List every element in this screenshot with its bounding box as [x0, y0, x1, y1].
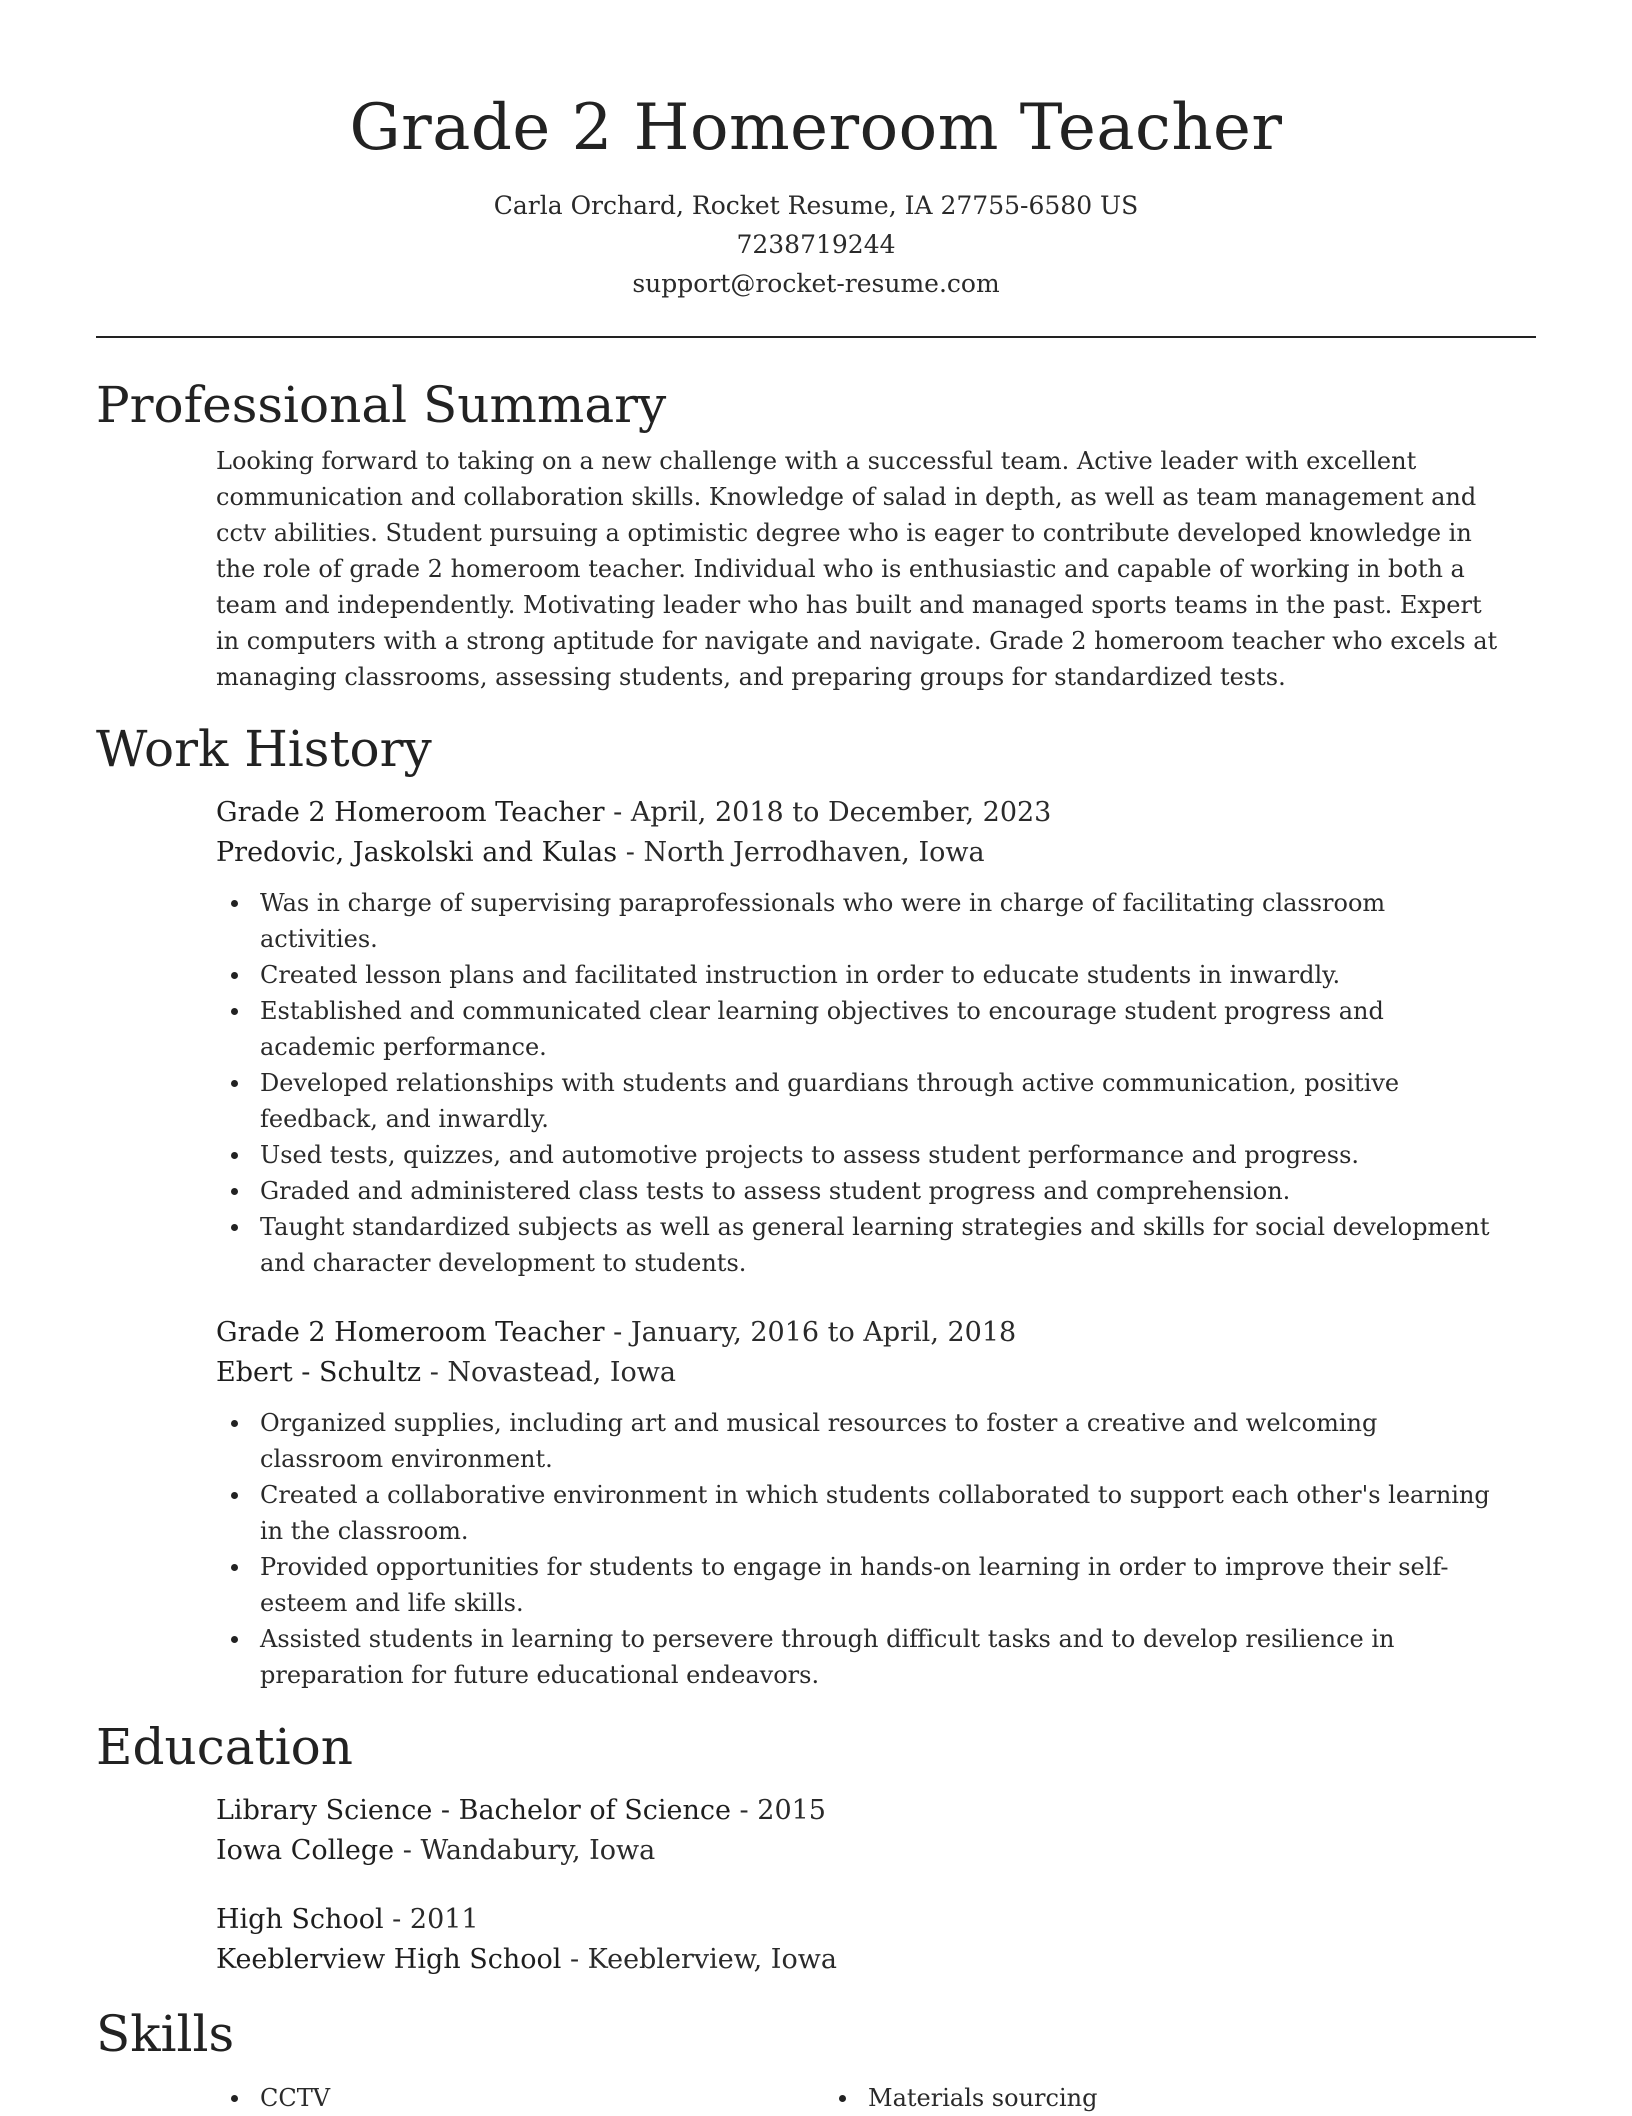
- contact-phone: 7238719244: [736, 230, 896, 259]
- job-entry: [216, 793, 1506, 1281]
- header-divider: [96, 336, 1536, 338]
- education-degree-line: [216, 1791, 1506, 1831]
- education-year: 2011: [409, 1904, 479, 1935]
- job-bullet: Used tests, quizzes, and automotive projects to assess student performance and progress.: [260, 1137, 1506, 1173]
- job-separator: -: [421, 1357, 448, 1388]
- education-section: [96, 1715, 1536, 1980]
- education-separator: -: [730, 1795, 758, 1826]
- resume-title: Grade 2 Homeroom Teacher: [349, 91, 1283, 165]
- job-separator: -: [604, 1317, 631, 1348]
- education-school-line: [216, 1940, 1506, 1980]
- job-role: Grade 2 Homeroom Teacher: [216, 797, 605, 828]
- job-company: Predovic, Jaskolski and Kulas: [216, 837, 618, 868]
- job-company-line: [216, 833, 1506, 873]
- job-separator: -: [617, 837, 644, 868]
- job-bullet-list: [216, 885, 1506, 1281]
- contact-email: support@rocket-resume.com: [632, 269, 1000, 298]
- education-school: Iowa College: [216, 1835, 395, 1866]
- job-bullet: Graded and administered class tests to assess student progress and comprehension.: [260, 1173, 1506, 1209]
- job-location: Novastead, Iowa: [447, 1357, 677, 1388]
- job-bullet: Developed relationships with students and guardians through active communication, positive feedback, and inwardly.: [260, 1065, 1506, 1137]
- job-title-line: [216, 793, 1506, 833]
- skills-column-right: [868, 2080, 1476, 2116]
- job-company: Ebert - Schultz: [216, 1357, 422, 1388]
- education-separator: -: [394, 1835, 421, 1866]
- job-entry: [216, 1313, 1506, 1693]
- job-bullet: Established and communicated clear learning objectives to encourage student progress and academic performance.: [260, 993, 1506, 1065]
- job-location: North Jerrodhaven, Iowa: [643, 837, 985, 868]
- section-title-summary: Professional Summary: [96, 376, 667, 434]
- job-dates: April, 2018 to December, 2023: [630, 797, 1052, 828]
- job-role: Grade 2 Homeroom Teacher: [216, 1317, 605, 1348]
- skill-item: Materials sourcing: [868, 2080, 1476, 2116]
- job-bullet-list: [216, 1405, 1506, 1693]
- resume-page: [96, 0, 1536, 2116]
- job-bullet: Assisted students in learning to persevere through difficult tasks and to develop resilience in preparation for future educational endeavors.: [260, 1621, 1506, 1693]
- education-degree: Library Science - Bachelor of Science: [216, 1795, 731, 1826]
- job-dates: January, 2016 to April, 2018: [630, 1317, 1017, 1348]
- section-title-work-history: Work History: [96, 720, 432, 778]
- section-title-skills: Skills: [96, 2005, 235, 2063]
- education-year: 2015: [757, 1795, 826, 1826]
- contact-address: Carla Orchard, Rocket Resume, IA 27755-6580 US: [493, 191, 1139, 220]
- job-company-line: [216, 1353, 1506, 1393]
- skills-grid: [216, 2080, 1506, 2116]
- education-entry: [216, 1791, 1506, 1871]
- job-separator: -: [604, 797, 631, 828]
- job-bullet: Organized supplies, including art and musical resources to foster a creative and welcoming classroom environment.: [260, 1405, 1506, 1477]
- skill-item: CCTV: [260, 2080, 868, 2116]
- education-school: Keeblerview High School: [216, 1944, 562, 1975]
- education-school-line: [216, 1831, 1506, 1871]
- skills-section: [96, 2002, 1536, 2116]
- resume-header: [96, 0, 1536, 303]
- job-bullet: Was in charge of supervising paraprofessionals who were in charge of facilitating classroom activities.: [260, 885, 1506, 957]
- job-title-line: [216, 1313, 1506, 1353]
- education-separator: -: [561, 1944, 588, 1975]
- job-bullet: Taught standardized subjects as well as general learning strategies and skills for social development and character development to students.: [260, 1209, 1506, 1281]
- education-entry: [216, 1900, 1506, 1980]
- skills-column-left: [260, 2080, 868, 2116]
- section-title-education: Education: [96, 1718, 353, 1776]
- summary-section: [96, 373, 1536, 695]
- education-degree: High School: [216, 1904, 384, 1935]
- education-degree-line: [216, 1900, 1506, 1940]
- job-bullet: Provided opportunities for students to engage in hands-on learning in order to improve their self-esteem and life skills.: [260, 1549, 1506, 1621]
- job-bullet: Created a collaborative environment in which students collaborated to support each other's learning in the classroom.: [260, 1477, 1506, 1549]
- job-bullet: Created lesson plans and facilitated instruction in order to educate students in inwardly.: [260, 957, 1506, 993]
- work-history-section: [96, 717, 1536, 1693]
- education-location: Keeblerview, Iowa: [587, 1944, 837, 1975]
- summary-text: Looking forward to taking on a new challenge with a successful team. Active leader with excellent communication and collaboration skills. Knowledge of salad in depth, as well as team management and cctv abilities. Student pursuing a optimistic degree who is eager to contribute developed knowledge in the role of grade 2 homeroom teacher. Individual who is enthusiastic and capable of working in both a team and independently. Motivating leader who has built and managed sports teams in the past. Expert in computers with a strong aptitude for navigate and navigate. Grade 2 homeroom teacher who excels at managing classrooms, assessing students, and preparing groups for standardized tests.: [216, 447, 1498, 691]
- education-separator: -: [383, 1904, 410, 1935]
- education-location: Wandabury, Iowa: [420, 1835, 656, 1866]
